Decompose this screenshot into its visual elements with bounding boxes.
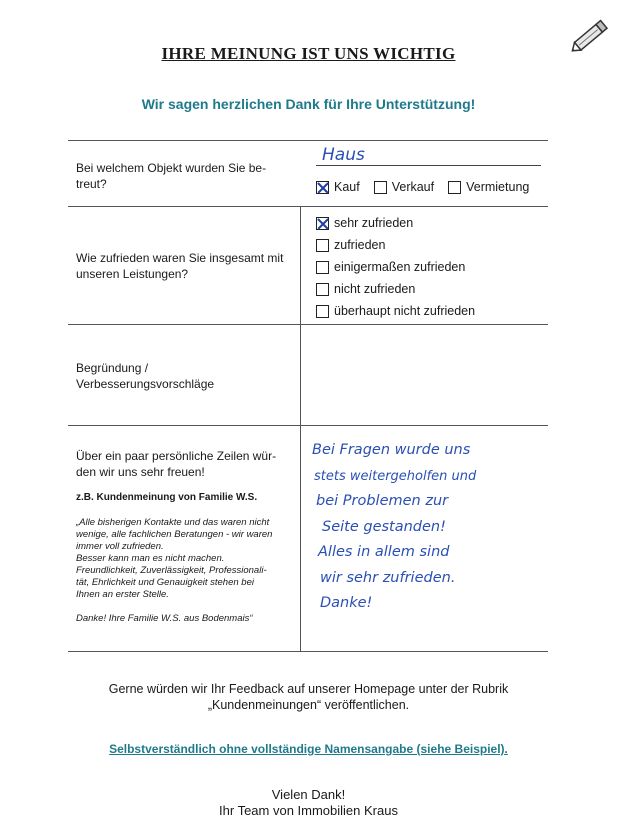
table-line xyxy=(68,324,548,325)
reason-field[interactable] xyxy=(305,330,545,420)
question-object-line1: Bei welchem Objekt wurden Sie be- xyxy=(76,161,267,175)
option-label: zufrieden xyxy=(334,238,386,252)
checkbox-einigermassen-zufrieden[interactable] xyxy=(316,261,329,274)
question-satisfaction-line2: unseren Leistungen? xyxy=(76,267,189,281)
option-label: sehr zufrieden xyxy=(334,216,414,230)
handwritten-comment xyxy=(312,438,548,617)
option-label: überhaupt nicht zufrieden xyxy=(334,304,476,318)
handwritten-line: stets weitergeholfen und xyxy=(314,468,477,484)
label-reason xyxy=(76,360,214,392)
table-line xyxy=(68,651,548,652)
option-verkauf-label: Verkauf xyxy=(391,180,435,194)
handwritten-line: Bei Fragen wurde uns xyxy=(312,442,471,458)
handwritten-line: bei Problemen zur xyxy=(316,493,449,509)
option-row xyxy=(316,304,475,318)
handwritten-line: Alles in allem sind xyxy=(318,544,450,560)
example-line: wenige, alle fachlichen Beratungen - wir waren xyxy=(76,529,273,540)
checkbox-zufrieden[interactable] xyxy=(316,239,329,252)
checkbox-sehr-zufrieden[interactable] xyxy=(316,217,329,230)
question-object-line2: treut? xyxy=(76,177,107,191)
question-satisfaction xyxy=(76,250,283,282)
example-line: immer voll zufrieden. xyxy=(76,541,164,552)
option-row xyxy=(316,260,465,274)
checkbox-nicht-zufrieden[interactable] xyxy=(316,283,329,296)
option-label: nicht zufrieden xyxy=(334,282,416,296)
example-line: „Alle bisherigen Kontakte und das waren nicht xyxy=(76,517,270,528)
pencil-icon xyxy=(566,12,614,60)
thanks-line1: Vielen Dank! xyxy=(271,787,346,802)
option-row xyxy=(316,238,385,252)
checkbox-kauf[interactable] xyxy=(316,181,329,194)
label-reason-line2: Verbesserungsvorschläge xyxy=(76,377,215,391)
option-label: einigermaßen zufrieden xyxy=(334,260,466,274)
handwritten-line: Seite gestanden! xyxy=(322,518,446,535)
feedback-line1: Gerne würden wir Ihr Feedback auf unserer Homepage unter der Rubrik xyxy=(108,682,509,696)
handwritten-line: Danke! xyxy=(320,595,373,611)
option-row xyxy=(316,216,413,230)
anonymity-note: Selbstverständlich ohne vollständige Namensangabe (siehe Beispiel). xyxy=(109,742,508,756)
checkbox-verkauf[interactable] xyxy=(374,181,387,194)
checkbox-vermietung[interactable] xyxy=(448,181,461,194)
example-heading: z.B. Kundenmeinung von Familie W.S. xyxy=(76,492,258,503)
handwritten-object: Haus xyxy=(322,145,365,165)
object-options xyxy=(316,180,529,194)
option-kauf-label: Kauf xyxy=(334,180,360,194)
label-reason-line1: Begründung / xyxy=(76,361,149,375)
question-personal-line1: Über ein paar persönliche Zeilen wür- xyxy=(76,449,277,463)
example-line: Besser kann man es nicht machen. xyxy=(76,553,225,564)
example-text xyxy=(76,517,296,625)
table-line xyxy=(68,425,548,426)
question-satisfaction-line1: Wie zufrieden waren Sie insgesamt mit xyxy=(76,251,284,265)
table-line xyxy=(68,140,548,141)
table-divider xyxy=(300,206,301,651)
thanks-line2: Ihr Team von Immobilien Kraus xyxy=(219,803,398,818)
table-line xyxy=(68,206,548,207)
example-line: Ihnen an erster Stelle. xyxy=(76,589,169,600)
question-personal-line2: den wir uns sehr freuen! xyxy=(76,465,205,479)
example-signoff: Danke! Ihre Familie W.S. aus Bodenmais“ xyxy=(76,613,253,624)
question-personal xyxy=(76,448,276,480)
example-line: tät, Ehrlichkeit und Genauigkeit stehen bei xyxy=(76,577,254,588)
option-row xyxy=(316,282,415,296)
feedback-text xyxy=(0,681,617,713)
option-vermietung-label: Vermietung xyxy=(466,180,530,194)
feedback-line2: „Kundenmeinungen“ veröffentlichen. xyxy=(207,698,410,712)
handwritten-line: wir sehr zufrieden. xyxy=(320,569,456,586)
checkbox-ueberhaupt-nicht-zufrieden[interactable] xyxy=(316,305,329,318)
answer-line xyxy=(316,165,541,166)
question-object xyxy=(76,160,266,192)
closing-thanks xyxy=(0,787,617,819)
page-subtitle: Wir sagen herzlichen Dank für Ihre Unterstützung! xyxy=(141,96,476,112)
example-line: Freundlichkeit, Zuverlässigkeit, Professionali- xyxy=(76,565,267,576)
page-title: IHRE MEINUNG IST UNS WICHTIG xyxy=(161,44,456,63)
